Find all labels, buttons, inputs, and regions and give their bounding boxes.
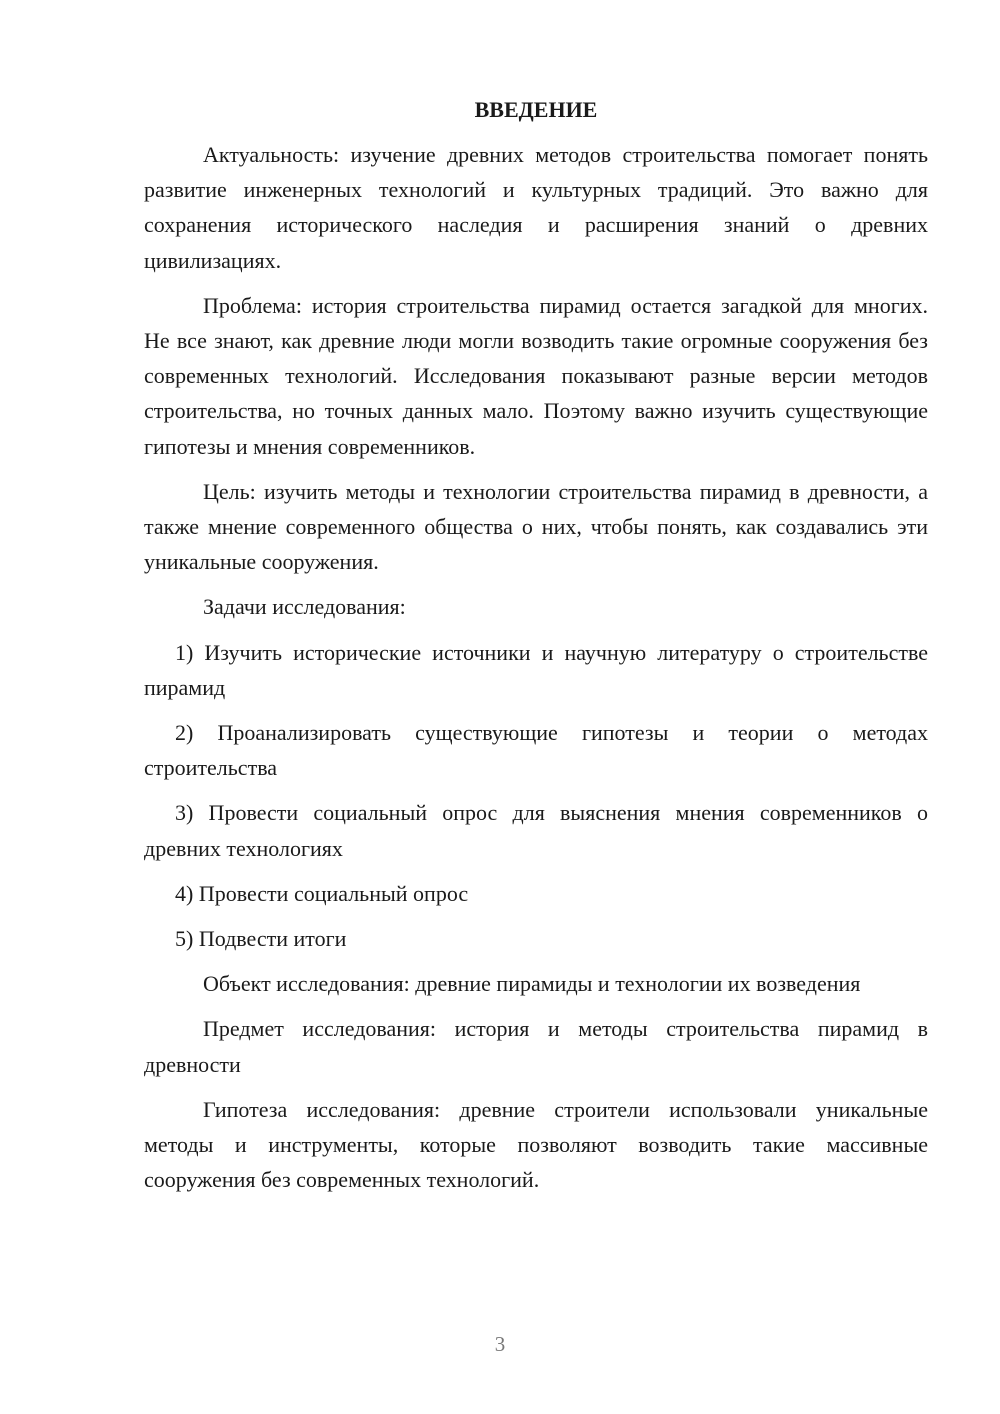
task-item-4: 4) Провести социальный опрос — [175, 880, 469, 906]
page-content — [144, 92, 928, 1207]
tasks-heading: Задачи исследования: — [203, 594, 406, 620]
task-item-3: 3) Провести социальный опрос для выяснения мнения современников о древних технологиях — [144, 800, 928, 861]
task-item-2: 2) Проанализировать существующие гипотезы и теории о методах строительства — [144, 720, 928, 781]
hypothesis-paragraph: Гипотеза исследования: древние строители использовали уникальные методы и инструменты, которые позволяют возводить такие массивные сооружения без современных технологий. — [144, 1096, 928, 1193]
task-item-1: 1) Изучить исторические источники и научную литературу о строительстве пирамид — [144, 639, 928, 700]
subject-paragraph: Предмет исследования: история и методы строительства пирамид в древности — [144, 1016, 928, 1077]
section-heading: ВВЕДЕНИЕ — [474, 97, 598, 122]
object-paragraph: Объект исследования: древние пирамиды и технологии их возведения — [203, 971, 861, 997]
relevance-paragraph: Актуальность: изучение древних методов строительства помогает понять развитие инженерных технологий и культурных традиций. Это важно для сохранения исторического наследия и расширения знаний о древних цивилизациях. — [144, 142, 928, 273]
problem-paragraph: Проблема: история строительства пирамид остается загадкой для многих. Не все знают, как древние люди могли возводить такие огромные сооружения без современных технологий. Исследования показывают разные версии методов строительства, но точных данных мало. Поэтому важно изучить существующие гипотезы и мнения современников. — [144, 292, 928, 459]
page-number: 3 — [494, 1332, 506, 1356]
goal-paragraph: Цель: изучить методы и технологии строительства пирамид в древности, а также мнение современного общества о них, чтобы понять, как создавались эти уникальные сооружения. — [144, 478, 928, 575]
task-item-5: 5) Подвести итоги — [175, 926, 347, 952]
